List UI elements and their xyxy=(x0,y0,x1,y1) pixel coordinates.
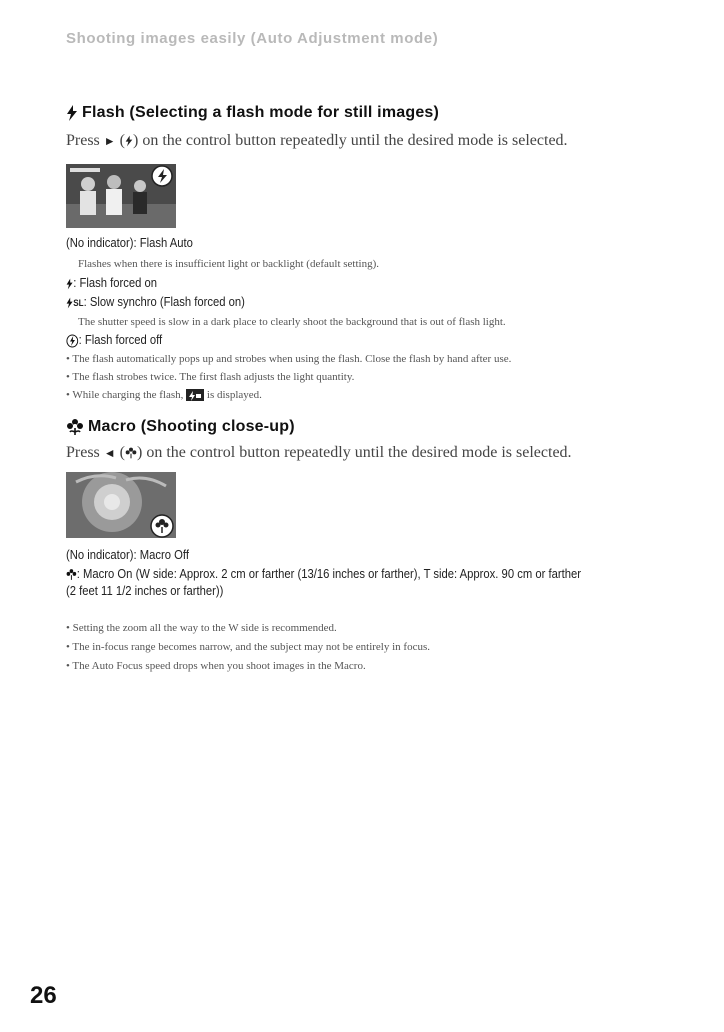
flash-forced-off-indicator: : Flash forced off xyxy=(66,333,162,348)
macro-on-indicator: : Macro On (W side: Approx. 2 cm or farther (13/16 inches or farther), T side: Approx. 90 cm or farther xyxy=(66,567,581,581)
list-item: • While charging the flash, is displayed. xyxy=(66,389,262,401)
flash-section-title xyxy=(66,104,439,122)
macro-screen-illustration xyxy=(66,472,176,538)
flash-off-icon xyxy=(66,334,79,348)
flash-auto-indicator: (No indicator): Flash Auto xyxy=(66,236,193,250)
slow-synchro-description: The shutter speed is slow in a dark place to clearly shoot the background that is out of flash light. xyxy=(78,316,506,328)
list-item: • Setting the zoom all the way to the W side is recommended. xyxy=(66,622,337,634)
slow-synchro-indicator: SL: Slow synchro (Flash forced on) xyxy=(66,295,245,309)
list-item: • The flash strobes twice. The first flash adjusts the light quantity. xyxy=(66,371,355,383)
flash-instruction: Press ► ( ) on the control button repeatedly until the desired mode is selected. xyxy=(66,132,568,149)
macro-instruction: Press ◄ ( ) on the control button repeatedly until the desired mode is selected. xyxy=(66,444,572,461)
list-item: • The flash automatically pops up and strobes when using the flash. Close the flash by hand after use. xyxy=(66,353,512,365)
macro-flower-icon xyxy=(66,568,77,581)
macro-flower-icon xyxy=(125,447,137,459)
flash-icon xyxy=(66,278,73,290)
slow-synchro-tag: SL xyxy=(73,298,84,308)
macro-flower-icon xyxy=(66,418,84,436)
macro-off-indicator: (No indicator): Macro Off xyxy=(66,548,189,562)
flash-auto-description: Flashes when there is insufficient light or backlight (default setting). xyxy=(78,258,380,270)
flash-icon xyxy=(66,297,73,309)
macro-on-indicator-cont: (2 feet 11 1/2 inches or farther)) xyxy=(66,584,224,598)
flash-screen-illustration xyxy=(66,164,176,228)
left-arrow-icon: ◄ xyxy=(103,446,116,460)
macro-section-title xyxy=(66,418,295,436)
page-number: 26 xyxy=(30,982,57,1009)
flash-charging-icon xyxy=(186,389,204,401)
list-item: • The in-focus range becomes narrow, and the subject may not be entirely in focus. xyxy=(66,641,430,653)
macro-title-text: Macro (Shooting close-up) xyxy=(88,418,295,435)
flash-icon xyxy=(66,105,78,121)
right-arrow-icon: ► xyxy=(103,134,116,148)
list-item: • The Auto Focus speed drops when you shoot images in the Macro. xyxy=(66,660,366,672)
flash-forced-on-indicator: : Flash forced on xyxy=(66,276,157,290)
flash-title-text: Flash (Selecting a flash mode for still images) xyxy=(82,104,440,121)
page-header: Shooting images easily (Auto Adjustment mode) xyxy=(66,30,439,47)
flash-icon xyxy=(125,135,133,147)
